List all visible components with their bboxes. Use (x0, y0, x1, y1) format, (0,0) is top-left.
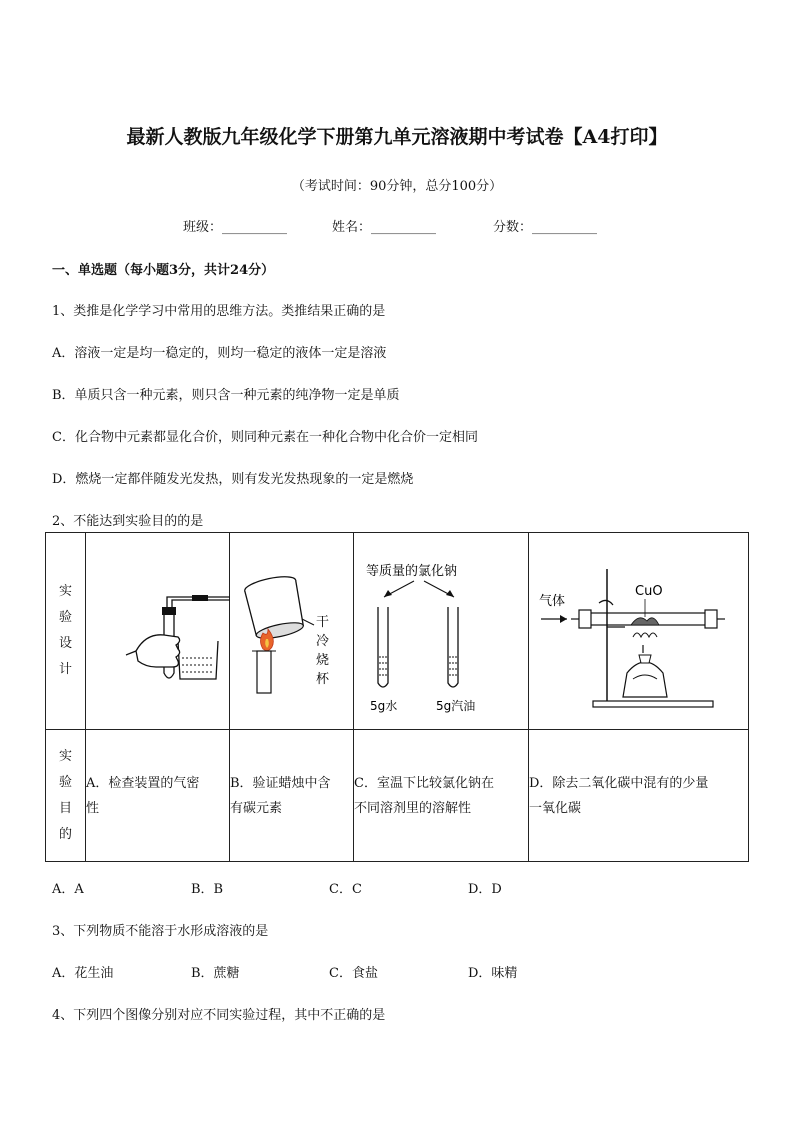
airtight-check-diagram (86, 533, 230, 725)
same-mass-label: 等质量的氯化钠 (366, 564, 458, 579)
q2-option-a: A．A (52, 882, 84, 897)
purpose-c: C．室温下比较氯化钠在 不同溶剂里的溶解性 (354, 730, 529, 862)
name-field: 姓名：__________ (332, 220, 437, 235)
row-head-design: 实 验 设 计 (46, 533, 86, 730)
q2-stem: 2、不能达到实验目的的是 (52, 514, 204, 529)
cuo-label: CuO (635, 584, 663, 599)
q4-stem: 4、下列四个图像分别对应不同实验过程，其中不正确的是 (52, 1008, 386, 1023)
co-removal-diagram (529, 533, 749, 725)
gasoline-label: 5g汽油 (436, 699, 476, 713)
diagram-b-cell (230, 533, 354, 730)
cup-char-4: 杯 (316, 672, 330, 687)
cup-char-1: 干 (316, 615, 330, 630)
purpose-d: D．除去二氧化碳中混有的少量 一氧化碳 (529, 730, 749, 862)
row-head-purpose: 实 验 目 的 (46, 730, 86, 862)
cup-char-3: 烧 (316, 653, 330, 668)
q3-option-b: B．蔗糖 (191, 966, 240, 981)
candle-cup-diagram (230, 533, 354, 725)
q2-option-c: C．C (329, 882, 362, 897)
page-title: 最新人教版九年级化学下册第九单元溶液期中考试卷【A4打印】 (126, 126, 668, 148)
section-heading: 一、单选题（每小题3分，共计24分） (52, 263, 275, 278)
gas-label: 气体 (539, 594, 566, 609)
q3-option-a: A．花生油 (52, 966, 114, 981)
class-field: 班级：__________ (183, 220, 288, 235)
q2-option-d: D．D (468, 882, 502, 897)
q1-option-d: D．燃烧一定都伴随发光发热，则有发光发热现象的一定是燃烧 (52, 472, 414, 487)
q1-option-c: C．化合物中元素都显化合价，则同种元素在一种化合物中化合价一定相同 (52, 430, 478, 445)
q3-stem: 3、下列物质不能溶于水形成溶液的是 (52, 924, 269, 939)
score-field: 分数：__________ (493, 220, 598, 235)
diagram-a-cell (86, 533, 230, 730)
purpose-b: B．验证蜡烛中含 有碳元素 (230, 730, 354, 862)
diagram-c-cell (354, 533, 529, 730)
exam-subtitle: （考试时间：90分钟，总分100分） (291, 179, 503, 194)
water-label: 5g水 (370, 699, 398, 713)
experiment-table (45, 532, 749, 862)
q1-option-a: A．溶液一定是均一稳定的，则均一稳定的液体一定是溶液 (52, 346, 387, 361)
q2-option-b: B．B (191, 882, 224, 897)
purpose-a: A．检查装置的气密 性 (86, 730, 230, 862)
q3-option-c: C．食盐 (329, 966, 378, 981)
q3-option-d: D．味精 (468, 966, 518, 981)
q1-option-b: B．单质只含一种元素，则只含一种元素的纯净物一定是单质 (52, 388, 400, 403)
diagram-d-cell (529, 533, 749, 730)
solubility-diagram (354, 533, 529, 725)
q1-stem: 1、类推是化学学习中常用的思维方法。类推结果正确的是 (52, 304, 386, 319)
cup-char-2: 冷 (316, 634, 330, 649)
